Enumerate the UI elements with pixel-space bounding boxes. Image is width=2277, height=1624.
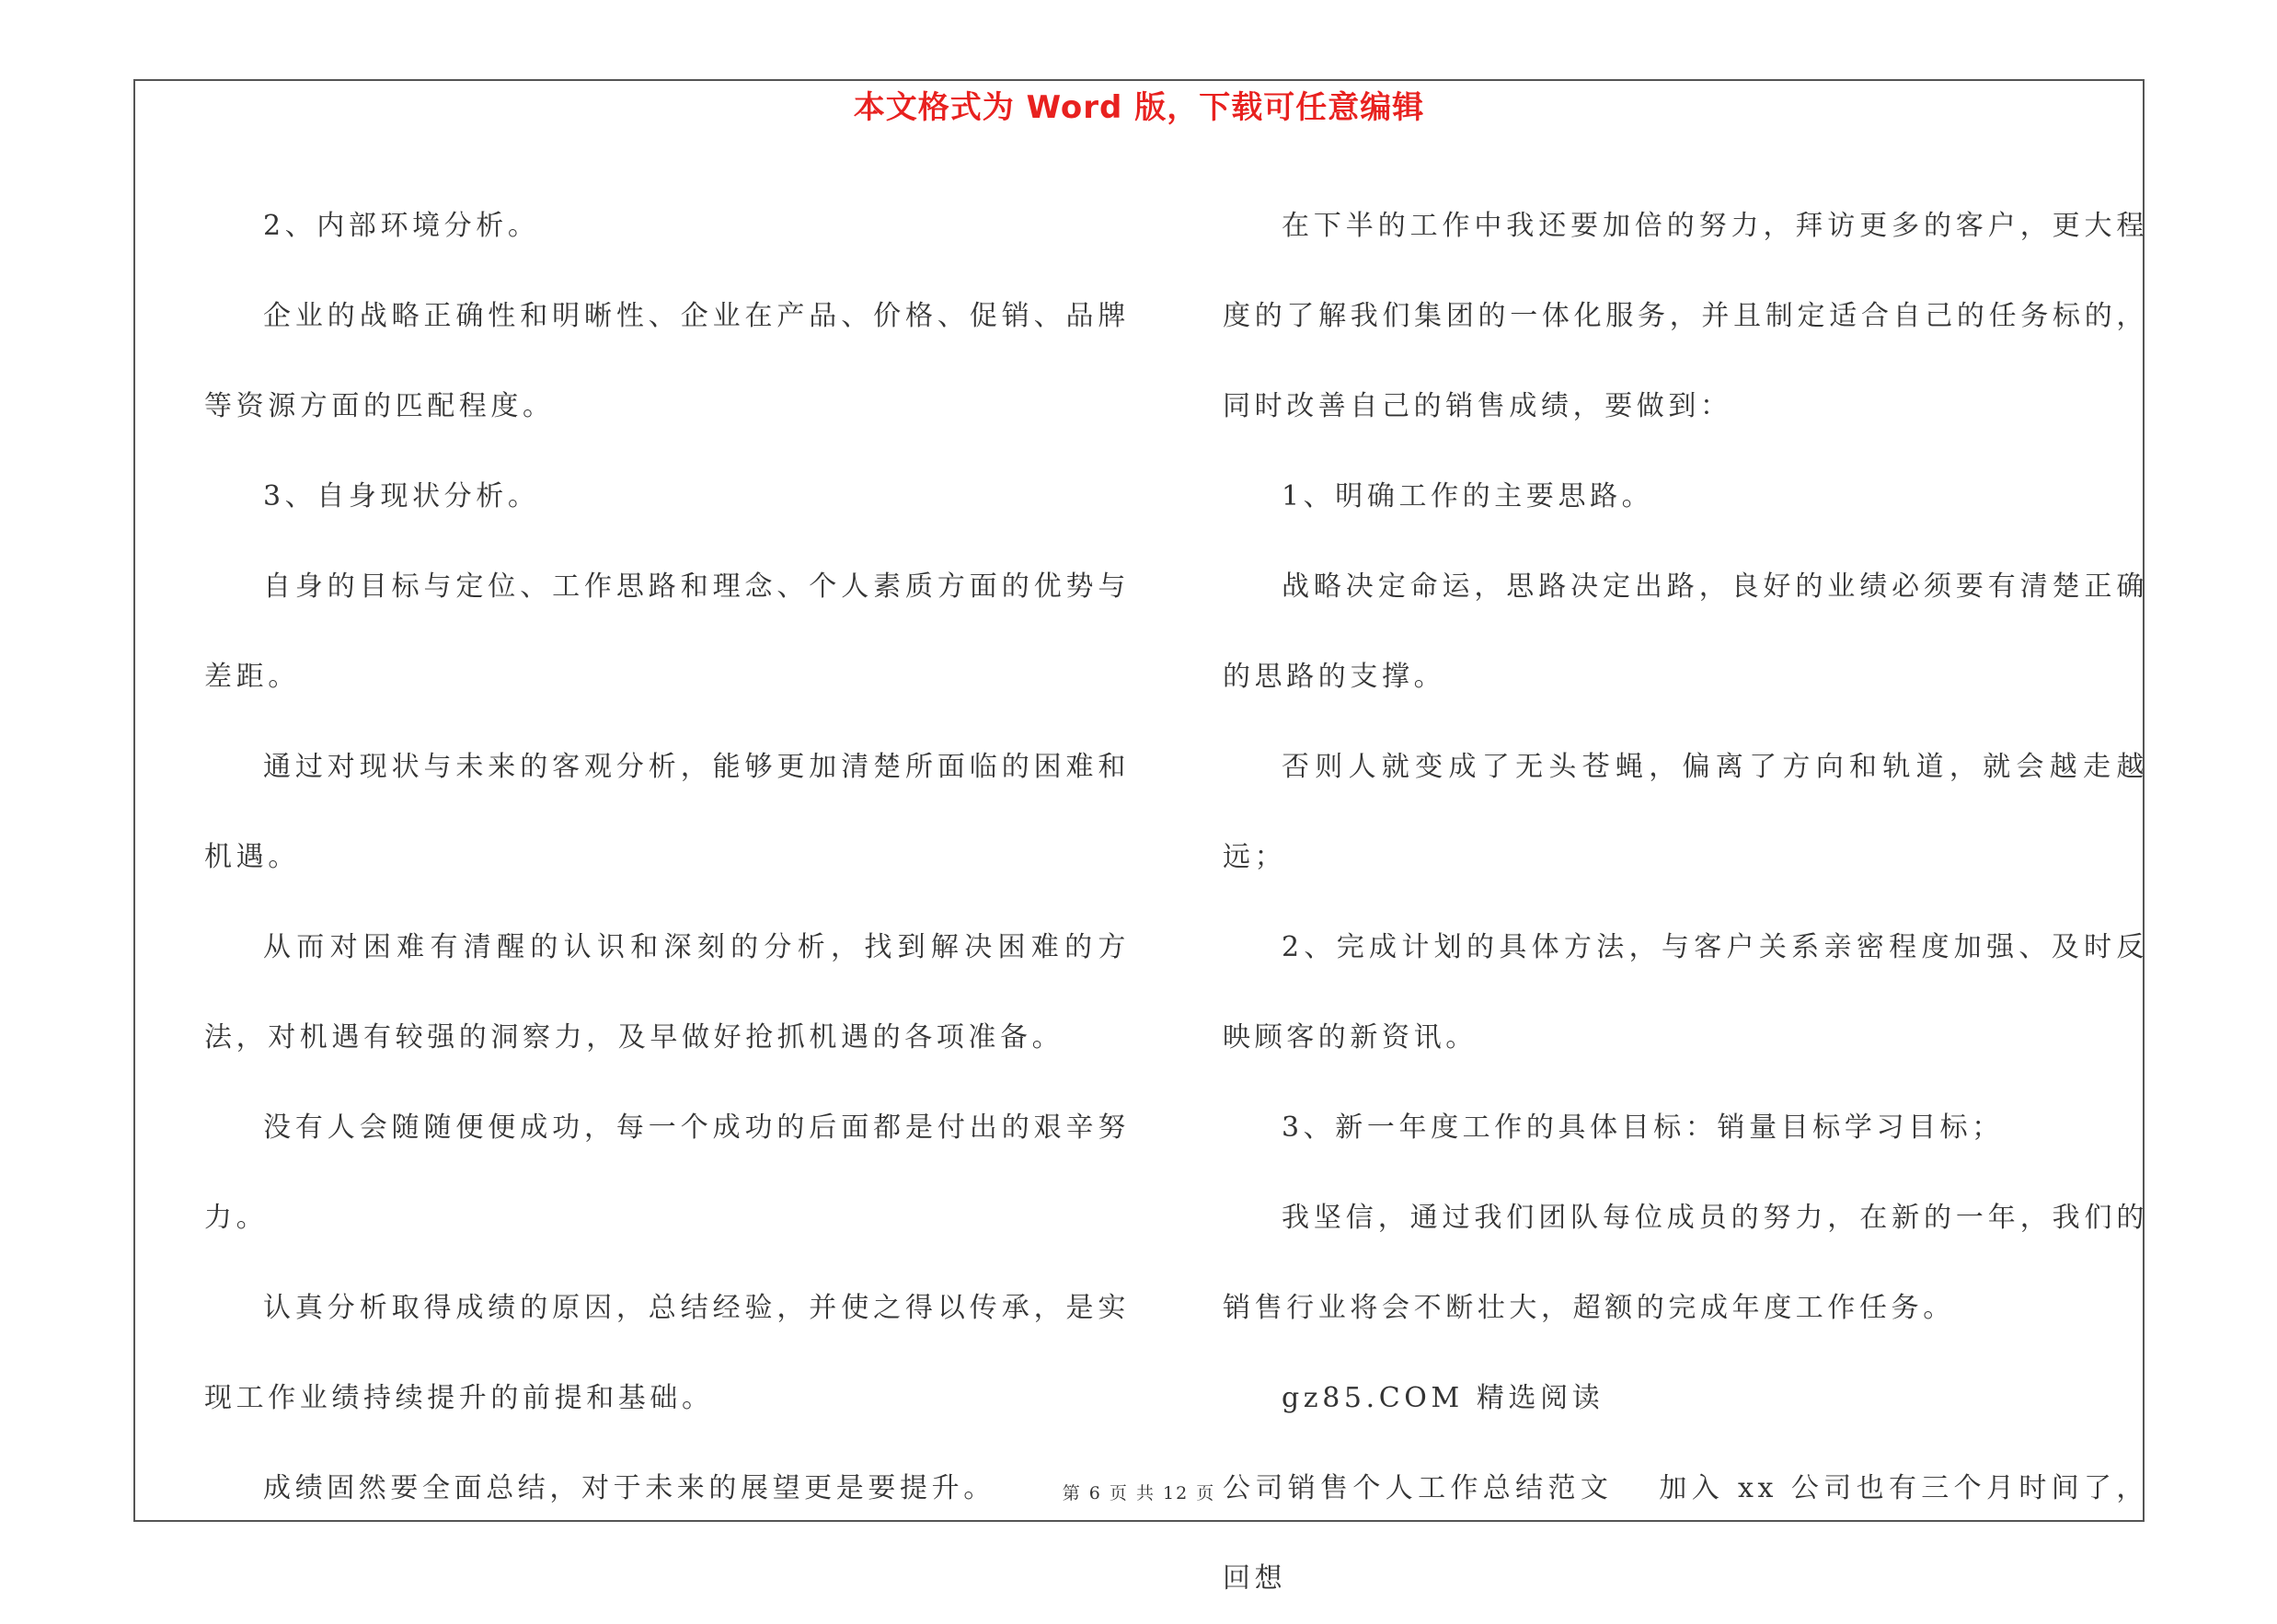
right-column <box>1223 181 2148 1624</box>
paragraph: 认真分析取得成绩的原因，总结经验，并使之得以传承，是实现工作业绩持续提升的前提和基础。 <box>204 1292 1130 1414</box>
paragraph: 成绩固然要全面总结，对于未来的展望更是要提升。 <box>263 1472 995 1504</box>
paragraph: 3、自身现状分析。 <box>263 480 540 513</box>
paragraph: 自身的目标与定位、工作思路和理念、个人素质方面的优势与差距。 <box>204 570 1130 693</box>
paragraph: 否则人就变成了无头苍蝇，偏离了方向和轨道，就会越走越远； <box>1223 751 2148 873</box>
paragraph: 没有人会随随便便成功，每一个成功的后面都是付出的艰辛努力。 <box>204 1111 1130 1234</box>
paragraph: 在下半的工作中我还要加倍的努力，拜访更多的客户，更大程度的了解我们集团的一体化服务，并且制定适合自己的任务标的，同时改善自己的销售成绩，要做到： <box>1223 210 2148 422</box>
paragraph: 我坚信，通过我们团队每位成员的努力，在新的一年，我们的销售行业将会不断壮大，超额的完成年度工作任务。 <box>1223 1202 2148 1324</box>
paragraph: 战略决定命运，思路决定出路，良好的业绩必须要有清楚正确的思路的支撑。 <box>1223 570 2148 693</box>
page-number: 第 6 页 共 12 页 <box>1062 1483 1216 1503</box>
format-banner: 本文格式为 Word 版，下载可任意编辑 <box>853 89 1425 126</box>
paragraph: 3、新一年度工作的具体目标：销量目标学习目标； <box>1282 1111 2004 1144</box>
paragraph: 公司销售个人工作总结范文 加入 xx 公司也有三个月时间了，回想 <box>1223 1472 2148 1595</box>
paragraph: 通过对现状与未来的客观分析，能够更加清楚所面临的困难和机遇。 <box>204 751 1130 873</box>
paragraph: gz85.COM 精选阅读 <box>1282 1382 1604 1414</box>
left-column <box>204 181 1130 1534</box>
paragraph: 2、完成计划的具体方法，与客户关系亲密程度加强、及时反映顾客的新资讯。 <box>1223 931 2148 1054</box>
paragraph: 从而对困难有清醒的认识和深刻的分析，找到解决困难的方法，对机遇有较强的洞察力，及早做好抢抓机遇的各项准备。 <box>204 931 1130 1054</box>
paragraph: 企业的战略正确性和明晰性、企业在产品、价格、促销、品牌等资源方面的匹配程度。 <box>204 300 1130 422</box>
paragraph: 2、内部环境分析。 <box>263 210 540 242</box>
paragraph: 1、明确工作的主要思路。 <box>1282 480 1654 513</box>
